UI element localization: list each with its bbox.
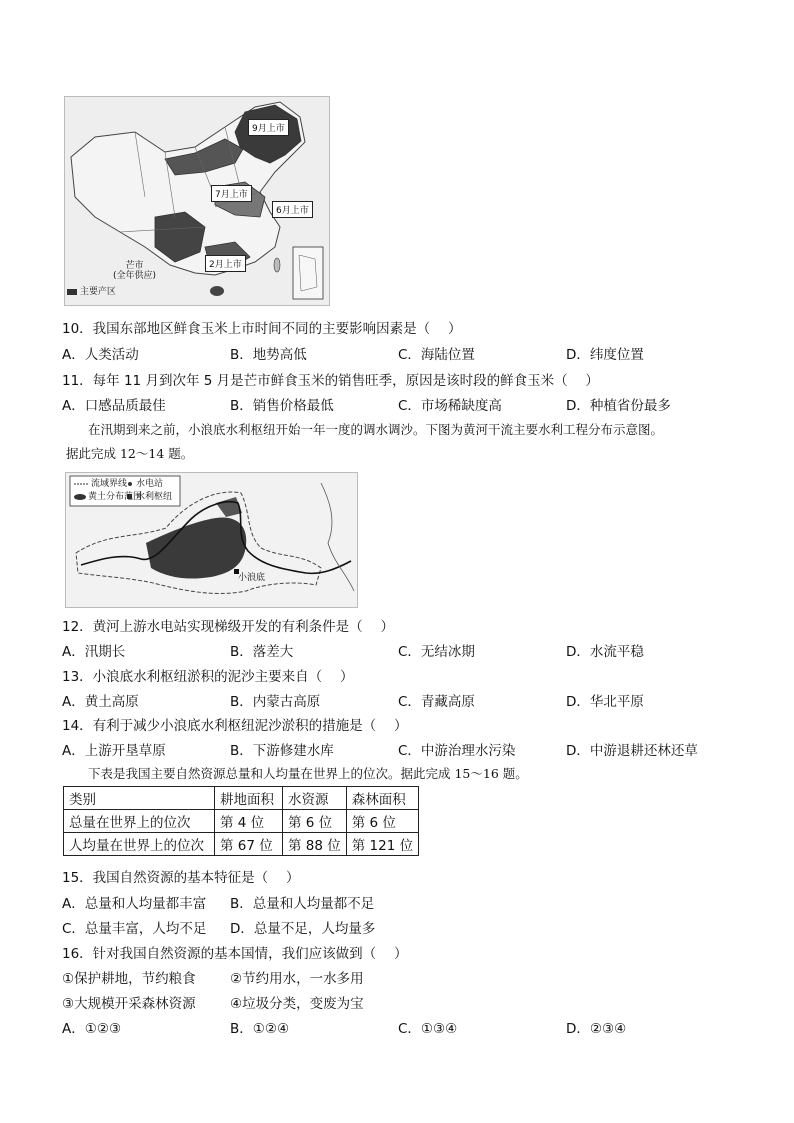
yellow-river-map <box>65 472 358 608</box>
question-12: 12．黄河上游水电站实现梯级开发的有利条件是（ ） <box>62 619 394 635</box>
q10-option-c[interactable]: C．海陆位置 <box>398 347 475 363</box>
label-sep-market: 9月上市 <box>248 119 289 136</box>
legend-label: 主要产区 <box>79 287 116 297</box>
q15-option-a[interactable]: A．总量和人均量都丰富 <box>62 896 207 912</box>
table-cell: 第 6 位 <box>283 810 347 833</box>
q11-option-b[interactable]: B．销售价格最低 <box>230 398 334 414</box>
label-feb-market: 2月上市 <box>205 255 246 272</box>
table-header-cell: 水资源 <box>283 787 347 810</box>
table-header-row <box>64 787 419 810</box>
legend-water-hub: 水利枢纽 <box>136 492 173 502</box>
question-14: 14．有利于减少小浪底水利枢纽泥沙淤积的措施是（ ） <box>62 718 408 734</box>
q13-option-c[interactable]: C．青藏高原 <box>398 694 475 710</box>
legend-main-area <box>67 287 116 297</box>
question-15: 15．我国自然资源的基本特征是（ ） <box>62 870 300 886</box>
city-name: 芒市 <box>125 261 144 271</box>
table-cell: 第 88 位 <box>283 833 347 856</box>
question-16: 16．针对我国自然资源的基本国情，我们应该做到（ ） <box>62 946 408 962</box>
table-cell: 总量在世界上的位次 <box>64 810 215 833</box>
q10-option-d[interactable]: D．纬度位置 <box>566 347 644 363</box>
table-cell: 第 4 位 <box>215 810 283 833</box>
q14-option-d[interactable]: D．中游退耕还林还草 <box>566 743 698 759</box>
table-cell: 第 6 位 <box>346 810 418 833</box>
question-11: 11．每年 11 月到次年 5 月是芒市鲜食玉米的销售旺季，原因是该时段的鲜食玉米（ ） <box>62 373 599 389</box>
q11-option-a[interactable]: A．口感品质最佳 <box>62 398 166 414</box>
question-10: 10．我国东部地区鲜食玉米上市时间不同的主要影响因素是（ ） <box>62 321 462 337</box>
legend-swatch <box>67 289 77 295</box>
table-header-cell: 类别 <box>64 787 215 810</box>
q14-option-c[interactable]: C．中游治理水污染 <box>398 743 516 759</box>
q16-option-d[interactable]: D．②③④ <box>566 1021 627 1037</box>
q11-option-c[interactable]: C．市场稀缺度高 <box>398 398 502 414</box>
table-cell: 人均量在世界上的位次 <box>64 833 215 856</box>
legend-hydro-station: 水电站 <box>136 479 164 489</box>
table-header-cell: 森林面积 <box>346 787 418 810</box>
label-mangshi <box>113 261 156 281</box>
q10-option-a[interactable]: A．人类活动 <box>62 347 139 363</box>
q15-option-b[interactable]: B．总量和人均量都不足 <box>230 896 375 912</box>
q10-option-b[interactable]: B．地势高低 <box>230 347 307 363</box>
q15-option-c[interactable]: C．总量丰富，人均不足 <box>62 921 207 937</box>
table-cell: 第 67 位 <box>215 833 283 856</box>
q12-option-b[interactable]: B．落差大 <box>230 644 294 660</box>
legend-loess-range: 黄土分布范围 <box>88 492 143 502</box>
q14-option-b[interactable]: B．下游修建水库 <box>230 743 334 759</box>
q16-item-1: ①保护耕地，节约粮食 <box>62 971 196 987</box>
table-row <box>64 833 419 856</box>
intro-15-16: 下表是我国主要自然资源总量和人均量在世界上的位次。据此完成 15～16 题。 <box>88 766 528 781</box>
intro-12-14-line1: 在汛期到来之前，小浪底水利枢纽开始一年一度的调水调沙。下图为黄河干流主要水利工程分布示意图。 <box>88 422 664 437</box>
q13-option-d[interactable]: D．华北平原 <box>566 694 644 710</box>
resources-table <box>63 786 419 856</box>
q16-option-b[interactable]: B．①②④ <box>230 1021 290 1037</box>
q16-item-3: ③大规模开采森林资源 <box>62 996 196 1012</box>
q13-option-a[interactable]: A．黄土高原 <box>62 694 139 710</box>
q12-option-d[interactable]: D．水流平稳 <box>566 644 644 660</box>
q16-item-4: ④垃圾分类，变废为宝 <box>230 996 364 1012</box>
q16-option-c[interactable]: C．①③④ <box>398 1021 458 1037</box>
label-xiaolangdi: 小浪底 <box>238 573 266 583</box>
table-cell: 第 121 位 <box>346 833 418 856</box>
q11-option-d[interactable]: D．种植省份最多 <box>566 398 671 414</box>
label-jun-market: 6月上市 <box>272 201 313 218</box>
corn-market-map <box>64 96 330 306</box>
q16-option-a[interactable]: A．①②③ <box>62 1021 122 1037</box>
q13-option-b[interactable]: B．内蒙古高原 <box>230 694 321 710</box>
city-note: (全年供应) <box>113 271 157 281</box>
question-13: 13．小浪底水利枢纽淤积的泥沙主要来自（ ） <box>62 669 354 685</box>
q12-option-a[interactable]: A．汛期长 <box>62 644 126 660</box>
q16-item-2: ②节约用水，一水多用 <box>230 971 364 987</box>
q12-option-c[interactable]: C．无结冰期 <box>398 644 475 660</box>
intro-12-14-line2: 据此完成 12～14 题。 <box>66 446 194 461</box>
table-row <box>64 810 419 833</box>
label-jul-market: 7月上市 <box>211 185 252 202</box>
q14-option-a[interactable]: A．上游开垦草原 <box>62 743 166 759</box>
table-header-cell: 耕地面积 <box>215 787 283 810</box>
legend-basin-boundary: 流域界线 <box>91 479 128 489</box>
q15-option-d[interactable]: D．总量不足，人均量多 <box>230 921 376 937</box>
